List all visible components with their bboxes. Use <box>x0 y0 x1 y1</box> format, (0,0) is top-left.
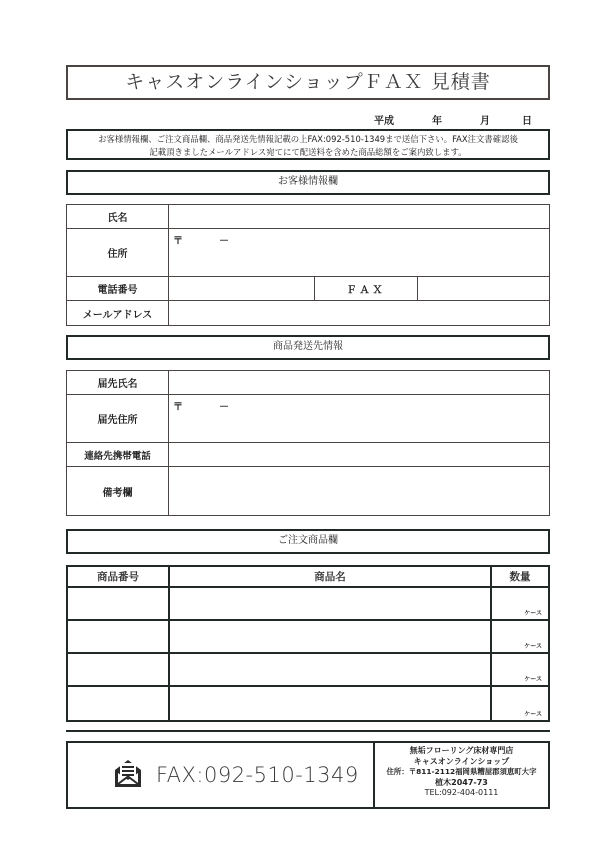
quantity-cell[interactable] <box>491 620 549 653</box>
product-name-cell[interactable] <box>169 653 491 686</box>
customer-phone-field[interactable] <box>169 277 315 301</box>
product-number-cell[interactable] <box>67 587 169 620</box>
notice-line-1: お客様情報欄、ご注文商品欄、商品発送先情報記載の上FAX:092-510-1349まで送信下さい。FAX注文書確認後 <box>98 134 518 144</box>
instruction-notice <box>66 129 550 160</box>
shipping-section-heading: 商品発送先情報 <box>66 335 550 360</box>
date-day: 日 <box>522 116 532 127</box>
product-name-cell[interactable] <box>169 587 491 620</box>
remarks-label: 備考欄 <box>67 467 169 516</box>
customer-address-field[interactable] <box>169 229 550 277</box>
divider-line <box>66 730 550 732</box>
table-row <box>67 686 549 721</box>
customer-email-label: メールアドレス <box>67 301 169 326</box>
shipping-mobile-field[interactable] <box>169 443 550 467</box>
customer-info-table <box>66 204 550 326</box>
shop-address-line-1: 住所：〒811-2112福岡県糟屋郡須恵町大字 <box>386 767 537 777</box>
date-year: 年 <box>432 116 442 127</box>
product-number-cell[interactable] <box>67 686 169 721</box>
document-title: キャスオンラインショップＦＡＸ 見積書 <box>66 65 550 100</box>
column-header-product-number: 商品番号 <box>67 566 169 587</box>
customer-address-label: 住所 <box>67 229 169 277</box>
shop-info <box>375 743 548 807</box>
footer-contact-box <box>66 741 550 809</box>
shop-name: キャスオンラインショップ <box>413 756 510 766</box>
quantity-cell[interactable] <box>491 653 549 686</box>
postal-mark: 〒 <box>173 236 183 247</box>
product-name-cell[interactable] <box>169 620 491 653</box>
date-row <box>66 112 550 126</box>
order-section-heading: ご注文商品欄 <box>66 529 550 554</box>
envelope-open-icon <box>112 757 144 793</box>
order-header-row <box>67 566 549 587</box>
quantity-unit: ケース <box>524 676 542 683</box>
shipping-address-label: 届先住所 <box>67 395 169 443</box>
customer-phone-label: 電話番号 <box>67 277 169 301</box>
quantity-cell[interactable] <box>491 686 549 721</box>
date-era: 平成 <box>374 116 394 127</box>
shipping-address-field[interactable] <box>169 395 550 443</box>
customer-name-label: 氏名 <box>67 205 169 229</box>
quantity-unit: ケース <box>524 711 542 718</box>
notice-line-2: 記載頂きましたメールアドレス宛てにて配送料を含めた商品総額をご案内致します。 <box>149 146 467 157</box>
customer-section-heading: お客様情報欄 <box>66 170 550 195</box>
quantity-unit: ケース <box>524 643 542 650</box>
quantity-cell[interactable] <box>491 587 549 620</box>
customer-fax-field[interactable] <box>418 277 550 301</box>
shipping-name-field[interactable] <box>169 371 550 395</box>
shop-type: 無垢フローリング床材専門店 <box>409 746 514 755</box>
customer-name-field[interactable] <box>169 205 550 229</box>
table-row <box>67 653 549 686</box>
customer-fax-label: ＦＡＸ <box>315 277 418 301</box>
fax-number: FAX:092-510-1349 <box>156 763 359 787</box>
shop-address-line-2: 植木2047-73 <box>435 777 488 787</box>
table-row <box>67 587 549 620</box>
customer-email-field[interactable] <box>169 301 550 326</box>
postal-dash: － <box>219 236 229 247</box>
postal-dash: － <box>219 402 229 413</box>
order-items-table <box>66 565 550 722</box>
product-name-cell[interactable] <box>169 686 491 721</box>
column-header-quantity: 数量 <box>491 566 549 587</box>
date-month: 月 <box>480 116 490 127</box>
quantity-unit: ケース <box>524 610 542 617</box>
postal-mark: 〒 <box>173 402 183 413</box>
shipping-name-label: 届先氏名 <box>67 371 169 395</box>
remarks-field[interactable] <box>169 467 550 516</box>
column-header-product-name: 商品名 <box>169 566 491 587</box>
fax-contact <box>68 743 375 807</box>
product-number-cell[interactable] <box>67 620 169 653</box>
table-row <box>67 620 549 653</box>
shop-tel: TEL:092-404-0111 <box>424 788 499 798</box>
product-number-cell[interactable] <box>67 653 169 686</box>
shipping-mobile-label: 連絡先携帯電話 <box>67 443 169 467</box>
shipping-info-table <box>66 370 550 516</box>
